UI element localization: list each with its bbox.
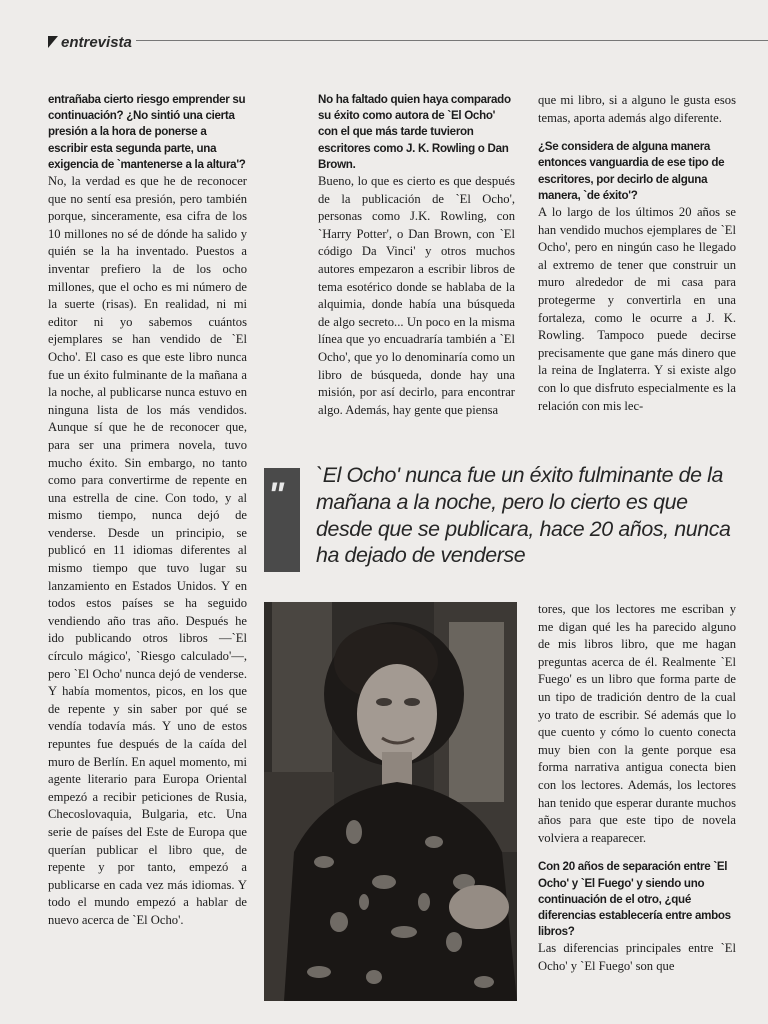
column-1 [48,92,247,930]
answer-continuation: que mi libro, si a alguno le gusta esos temas, aporta además algo diferente. [538,93,736,125]
author-photo [264,602,517,1001]
section-marker-icon [48,36,58,48]
column-3-top [538,92,736,415]
answer-3: A lo largo de los últimos 20 años se han vendido muchos ejemplares de `El Ocho', pero en ningún caso he llegado al extremo de tener que construir un muro alrededor de mi casa para protegerme y convertirla en una fortaleza, como le ocurre a J. K. Rowling. Tampoco puede decirse precisamente que gane más dinero que la reina de Inglaterra. Y si existe algo con lo que disfruto especialmente es la relación con mis lec- [538,205,736,413]
section-name: entrevista [61,34,132,51]
quote-mark-box [264,468,300,572]
pull-quote-text: `El Ocho' nunca fue un éxito fulminante de la mañana a la noche, pero lo cierto es que desde que se publicara, hace 20 años, nunca ha dejado de venderse [316,463,731,568]
header-rule [136,40,768,41]
question-2: No ha faltado quien haya comparado su éxito como autora de `El Ocho' con el que más tarde tuvieron escritores como J. K. Rowling o Dan Brown. [318,93,511,171]
question-1: entrañaba cierto riesgo emprender su continuación? ¿No sintió una cierta presión a la hora de ponerse a escribir esta segunda parte, una exigencia de `mantenerse a la altura'? [48,93,246,171]
question-4: Con 20 años de separación entre `El Ocho' y `El Fuego' y siendo uno continuación de el otro, ¿qué diferencias establecería entre ambos libros? [538,860,731,939]
section-tag [48,34,132,51]
quote-mark-icon: " [268,476,282,514]
column-2 [318,92,515,419]
pull-quote [264,462,734,574]
column-3-bottom [538,601,736,976]
answer-3-continued: tores, que los lectores me escriban y me digan qué les ha parecido alguno de mis libros libro, que me hagan preguntas acerca de él. Realmente `El Fuego' es un libro que forma parte de un tipo de tradición dentro de la cual yo trato de escribir. Sé además que lo que cuento y cómo lo cuento conecta muy bien con la gente porque esa forma narrativa antigua conecta bien con los lectores. Además, los lectores han tenido que esperar durante muchos años para que este tipo de novela volviera a reaparecer. [538,602,736,845]
answer-2: Bueno, lo que es cierto es que después de la publicación de `El Ocho', personas como J.K. Rowling, con `Harry Potter', o Dan Brown, con `El código Da Vinci' y otros muchos autores empezaron a escribir libros de tema esotérico donde se hablaba de la alquimia, donde había una búsqueda de algo secreto... Un poco en la misma línea que yo encuadraría también a `El Ocho', que yo lo denominaría como un libro de búsqueda, donde hay una misión, por así decirlo, para encontrar algo. Además, hay gente que piensa [318,174,515,417]
answer-4: Las diferencias principales entre `El Ocho' y `El Fuego' son que [538,941,736,973]
answer-1: No, la verdad es que he de reconocer que no sentí esa presión, pero también porque, sinceramente, esa cifra de los 10 millones no sé de dónde ha salido y quién se la ha inventado. Puestos a inventar prefiero la de los ocho millones, que el ocho es mi número de la suerte (risas). En realidad, ni mi editor ni yo sabemos cuántos ejemplares se han vendido de `El Ocho'. El caso es que este libro nunca fue un éxito fulminante de la mañana a la noche, al publicarse nunca estuvo en ninguna lista de los más vendidos. Aunque sí que he de reconocer que, para ser una primera novela, tuvo mucho éxito. Sin embargo, no tanto como para convertirme de repente en una estrella de cine. Con todo, y al mismo tiempo, nunca dejó de venderse. Desde un principio, se publicó en 11 idiomas diferentes al mismo tiempo que tuvo lugar su lanzamiento en Estados Unidos. Y en todos estos países se ha seguido vendiendo año tras año. Después he ido publicando otros libros —`El círculo mágico', `Riesgo calculado'—, pero `El Ocho' nunca dejó de venderse. Y había momentos, picos, en los que de repente y sin saber por qué se vendía todavía más. Y uno de estos repuntes fue después de la caída del muro de Berlín. En aquel momento, mi agente literario para Europa Oriental empezó a recibir peticiones de Rusia, Checoslovaquia, Bulgaria, etc. Una serie de países del Este de Europa que querían publicar el libro que, de repente y por tanto, empezó a publicarse en cada vez más idiomas. Y todo el mundo empezó a hablar de nuevo acerca de `El Ocho'. [48,174,247,927]
question-3: ¿Se considera de alguna manera entonces vanguardia de ese tipo de escritores, por decirlo de alguna manera, `de éxito'? [538,140,725,202]
